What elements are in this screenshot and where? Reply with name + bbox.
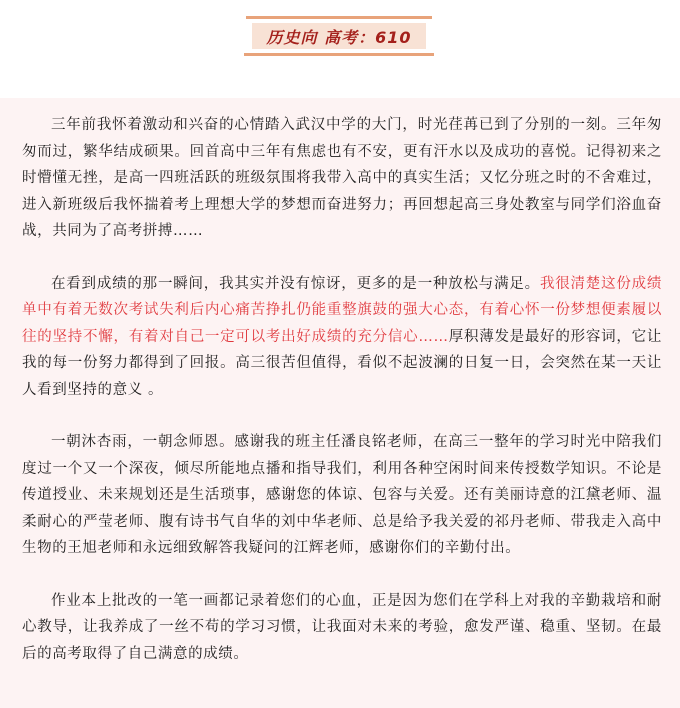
header-banner	[252, 23, 426, 49]
paragraph-text: 三年前我怀着激动和兴奋的心情踏入武汉中学的大门，时光荏苒已到了分别的一刻。三年匆匆而过，繁华结成硕果。回首高中三年有焦虑也有不安，更有汗水以及成功的喜悦。记得初来之时懵懂无挫，是高一四班活跃的班级氛围将我带入高中的真实生活；又忆分班之时的不舍难过，进入新班级后我怀揣着考上理想大学的梦想而奋进努力；再回想起高三身处教室与同学们浴血奋战，共同为了高考拼搏……	[22, 117, 662, 239]
paragraph-text: 在看到成绩的那一瞬间，我其实并没有惊讶，更多的是一种放松与满足。	[51, 275, 540, 292]
paragraph-4	[22, 588, 662, 668]
paragraph-1	[22, 112, 662, 245]
header-bottom-rule	[244, 53, 434, 56]
paragraph-text: 一朝沐杏雨，一朝念师恩。感谢我的班主任潘良铭老师，在高三一整年的学习时光中陪我们度过一个又一个深夜，倾尽所能地点播和指导我们，利用各种空闲时间来传授数学知识。不论是传道授业、未来规划还是生活琐事，感谢您的体谅、包容与关爱。还有美丽诗意的江黛老师、温柔耐心的严莹老师、腹有诗书气自华的刘中华老师、总是给予我关爱的祁丹老师、带我走入高中生物的王旭老师和永远细致解答我疑问的江辉老师，感谢你们的辛勤付出。	[22, 434, 662, 556]
paragraph-3	[22, 429, 662, 562]
paragraph-text: 厚积薄发是最好的形容词，它让我的每一份努力都得到了回报。高三很苦但值得，看似不起波澜的日复一日，会突然在某一天让人看到坚持的意义 。	[22, 328, 662, 398]
paragraph-2	[22, 271, 662, 404]
section-header	[244, 16, 434, 56]
paragraph-text: 作业本上批改的一笔一画都记录着您们的心血，正是因为您们在学科上对我的辛勤栽培和耐心教导，让我养成了一丝不苟的学习习惯，让我面对未来的考验，愈发严谨、稳重、坚韧。在最后的高考取得了自己满意的成绩。	[22, 592, 662, 662]
header-top-rule	[246, 16, 432, 19]
highlighted-text: 我很清楚这份成绩单中有着无数次考试失利后内心痛苦挣扎仍能重整旗鼓的强大心态，有着心怀一份梦想便素履以往的坚持不懈，有着对自己一定可以考出好成绩的充分信心……	[22, 275, 662, 345]
testimonial-card	[0, 98, 680, 708]
header-title: 历史向 高考：610	[266, 27, 412, 47]
testimonial-text	[22, 112, 662, 693]
